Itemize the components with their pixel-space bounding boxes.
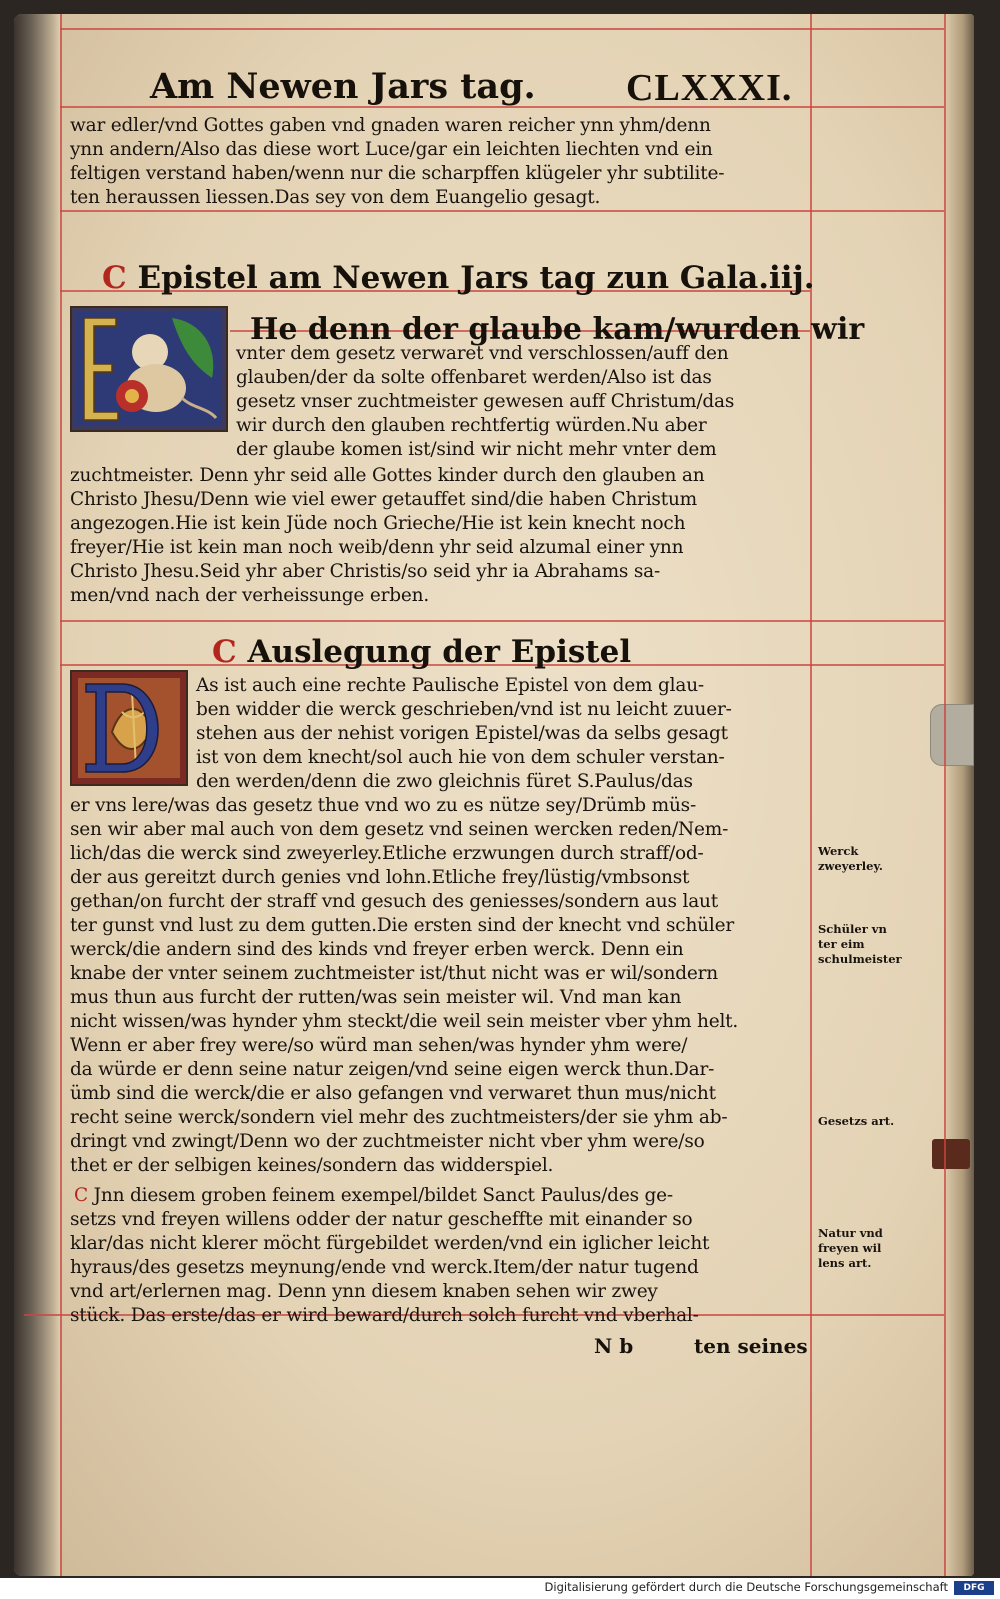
book-binding [14, 14, 60, 1576]
auslegung-heading [212, 634, 631, 670]
text-line: Wenn er aber frey were/so würd man sehen/was hynder yhm were/ [70, 1035, 688, 1056]
text-line: Christo Jhesu/Denn wie viel ewer getauffet sind/die haben Christum [70, 489, 698, 510]
text-line: gesetz vnser zuchtmeister gewesen auff Christum/das [236, 391, 735, 412]
text-line: er vns lere/was das gesetz thue vnd wo zu es nütze sey/Drümb müs- [70, 795, 697, 816]
auslegung-heading-text: Auslegung der Epistel [247, 634, 632, 670]
text-line: nicht wissen/was hynder yhm steckt/die weil sein meister vber yhm helt. [70, 1011, 739, 1032]
text-line: angezogen.Hie ist kein Jüde noch Grieche/Hie ist kein knecht noch [70, 513, 686, 534]
text-line: As ist auch eine rechte Paulische Epistel von dem glau- [196, 675, 704, 696]
margin-note-line: zweyerley. [818, 859, 883, 873]
rule-vertical-outer [944, 14, 946, 1576]
text-line: werck/die andern sind des kinds vnd freyer erben werck. Denn ein [70, 939, 684, 960]
text-line: der aus gereitzt durch genies vnd lohn.Etliche frey/lüstig/vmbsonst [70, 867, 690, 888]
text-line: war edler/vnd Gottes gaben vnd gnaden waren reicher ynn yhm/denn [70, 115, 711, 136]
rule-after-block1 [60, 210, 944, 212]
text-line: gethan/on furcht der straff vnd gesuch des geniesses/sondern aus laut [70, 891, 718, 912]
folio-number: CLXXXI. [626, 67, 793, 109]
text-line [74, 1184, 673, 1208]
epistel-heading-text: Epistel am Newen Jars tag zun Gala.iij. [137, 260, 815, 296]
initial-d-illustration [72, 672, 186, 784]
pilcrow-mark: C [212, 634, 237, 670]
text-line: ter gunst vnd lust zu dem gutten.Die ersten sind der knecht vnd schüler [70, 915, 734, 936]
text-line: knabe der vnter seinem zuchtmeister ist/thut nicht was er wil/sondern [70, 963, 719, 984]
text-line: dringt vnd zwingt/Denn wo der zuchtmeister nicht vber yhm were/so [70, 1131, 705, 1152]
text-line: ben widder die werck geschrieben/vnd ist nu leicht zuuer- [196, 699, 732, 720]
margin-note-line: Gesetzs art. [818, 1114, 895, 1128]
margin-note-line: Werck [818, 844, 859, 858]
text-line: feltigen verstand haben/wenn nur die scharpffen klügeler yhr subtilite- [70, 163, 725, 184]
text-line: thet er der selbigen keines/sondern das widderspiel. [70, 1155, 554, 1176]
text-line: mus thun aus furcht der rutten/was sein meister wil. Vnd man kan [70, 987, 682, 1008]
pilcrow-mark: C [102, 260, 127, 296]
margin-note-line: freyen wil [818, 1241, 882, 1255]
rule-vertical-left [60, 14, 62, 1576]
margin-note-line: schulmeister [818, 952, 902, 966]
catchword: ten seines [694, 1334, 808, 1358]
text-line: men/vnd nach der verheissunge erben. [70, 585, 430, 606]
rule-before-auslegung [60, 620, 944, 622]
text-line: setzs vnd freyen willens odder der natur gescheffte mit einander so [70, 1209, 693, 1230]
text-line-content: Jnn diesem groben feinem exempel/bildet Sanct Paulus/des ge- [93, 1185, 673, 1206]
margin-note-schueler [818, 922, 902, 967]
text-line: glauben/der da solte offenbaret werden/Also ist das [236, 367, 712, 388]
text-line: hyraus/des gesetzs meynung/ende vnd werck.Item/der natur tugend [70, 1257, 699, 1278]
decorated-initial-d [70, 670, 188, 786]
margin-note-line: ter eim [818, 937, 865, 951]
margin-note-line: lens art. [818, 1256, 872, 1270]
text-line: ten heraussen liessen.Das sey von dem Euangelio gesagt. [70, 187, 601, 208]
margin-note-gesetzs [818, 1114, 894, 1129]
leather-tab [932, 1139, 970, 1169]
text-line: da würde er denn seine natur zeigen/vnd seine eigen werck thun.Dar- [70, 1059, 715, 1080]
text-line: den werden/denn die zwo gleichnis füret S.Paulus/das [196, 771, 693, 792]
text-line: ist von dem knecht/sol auch hie von dem schuler verstan- [196, 747, 725, 768]
text-line: freyer/Hie ist kein man noch weib/denn yhr seid alzumal einer ynn [70, 537, 684, 558]
pilcrow-mark: C [74, 1185, 88, 1206]
epistel-first-line: He denn der glaube kam/wurden wir [250, 312, 865, 347]
text-line: recht seine werck/sondern viel mehr des zuchtmeisters/der sie yhm ab- [70, 1107, 728, 1128]
text-line: ümb sind die werck/die er also gefangen vnd verwaret thun mus/nicht [70, 1083, 716, 1104]
rule-vertical-right [810, 14, 812, 1576]
margin-note-werck [818, 844, 883, 874]
text-line: wir durch den glauben rechtfertig würden.Nu aber [236, 415, 707, 436]
page-edges [946, 14, 974, 1576]
margin-note-line: Natur vnd [818, 1226, 883, 1240]
margin-note-natur [818, 1226, 883, 1271]
text-line: vnter dem gesetz verwaret vnd verschlossen/auff den [236, 343, 729, 364]
footer-credit: Digitalisierung gefördert durch die Deutsche Forschungsgemeinschaft [544, 1580, 948, 1594]
text-line: vnd art/erlernen mag. Denn ynn diesem knaben sehen wir zwey [70, 1281, 658, 1302]
margin-note-line: Schüler vn [818, 922, 887, 936]
rule-top [60, 28, 944, 30]
text-line: ynn andern/Also das diese wort Luce/gar ein leichten liechten vnd ein [70, 139, 713, 160]
text-line: sen wir aber mal auch von dem gesetz vnd seinen wercken reden/Nem- [70, 819, 729, 840]
text-line: der glaube komen ist/sind wir nicht mehr vnter dem [236, 439, 717, 460]
text-line: stehen aus der nehist vorigen Epistel/was da selbs gesagt [196, 723, 728, 744]
signature-mark: N b [594, 1334, 634, 1358]
text-line: lich/das die werck sind zweyerley.Etliche erzwungen durch straff/od- [70, 843, 704, 864]
decorated-initial-e [70, 306, 228, 432]
dfg-logo: DFG [954, 1581, 994, 1595]
initial-e-illustration [72, 308, 226, 430]
running-head: Am Newen Jars tag. [150, 66, 536, 107]
epistel-heading [102, 260, 815, 296]
book-page [14, 14, 974, 1576]
text-line: zuchtmeister. Denn yhr seid alle Gottes kinder durch den glauben an [70, 465, 705, 486]
text-line: stück. Das erste/das er wird beward/durch solch furcht vnd vberhal- [70, 1305, 699, 1326]
text-line: klar/das nicht klerer möcht fürgebildet werden/vnd ein iglicher leicht [70, 1233, 710, 1254]
digitization-footer [0, 1578, 1000, 1599]
bookmark-tab [930, 704, 974, 766]
text-line: Christo Jhesu.Seid yhr aber Christis/so seid yhr ia Abrahams sa- [70, 561, 661, 582]
